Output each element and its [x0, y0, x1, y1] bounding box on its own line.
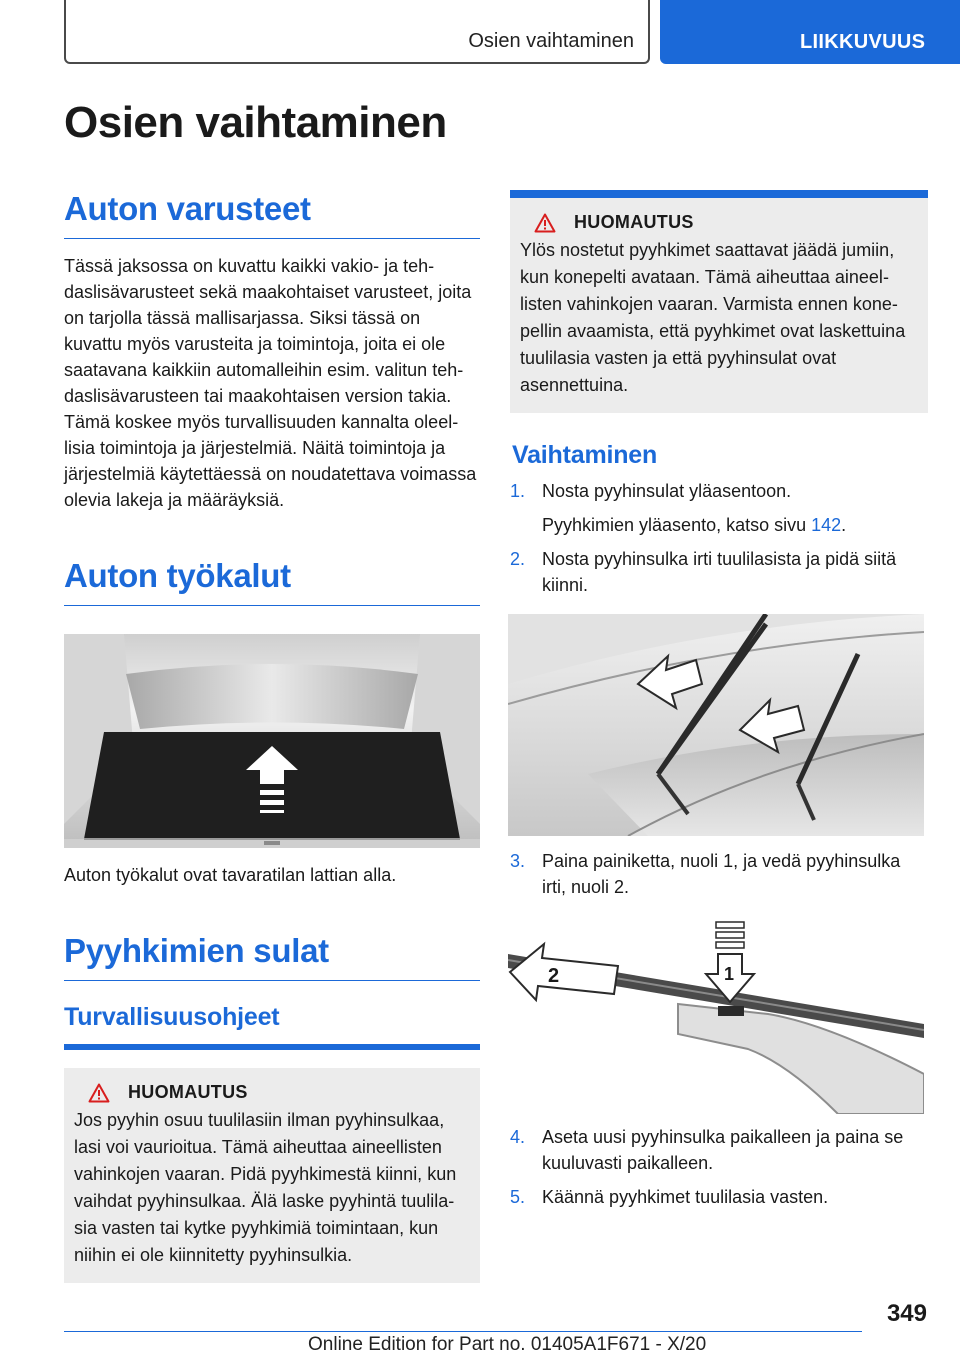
header-chapter-title: LIIKKUVUUS — [800, 31, 926, 53]
step-item — [510, 1124, 928, 1176]
safety-heading: Turvallisuusohjeet — [64, 1003, 480, 1050]
wiper-release-illustration — [508, 914, 924, 1114]
step-text: Käännä pyyhkimet tuulilasia vasten. — [542, 1187, 829, 1207]
step-number: 2. — [510, 549, 526, 569]
header-section-box — [64, 0, 650, 64]
step-number: 4. — [510, 1127, 526, 1147]
page-title: Osien vaihtaminen — [64, 98, 447, 147]
reference-text: Pyyhkimien yläasento, katso sivu — [542, 515, 812, 535]
notice-title: HUOMAUTUS — [128, 1082, 248, 1102]
notice-header — [74, 1082, 466, 1103]
header-chapter-tab — [660, 0, 960, 64]
equipment-text: Tässä jaksossa on kuvattu kaikki vakio- ja tehdaslisävarusteet sekä maakohtaiset varusteet, joita on tarjolla tässä mallisarjassa. Siksi tässä on kuvattu myös varusteita ja toimintoja, joita ei ole saatavana kaikkiin automalleihin esim. valitun tehdaslisävarusteen tai maakohtaisen version takia. Tämä koskee myös turvallisuuden kannalta oleellisia toimintoja ja järjestelmiä. Näitä toimintoja ja järjestelmiä käytettäessä on noudatettava voimassa olevia lakeja ja määräyksiä. — [64, 256, 477, 510]
wipers-heading: Pyyhkimien sulat — [64, 932, 480, 981]
notice-header — [520, 212, 914, 233]
step-item — [510, 848, 928, 900]
step-number: 1. — [510, 481, 526, 501]
step-text: Aseta uusi pyyhinsulka paikalleen ja paina se kuuluvasti paikalleen. — [542, 1127, 904, 1173]
step-item — [510, 546, 928, 598]
windshield-wiper-illustration — [508, 614, 924, 836]
step-number: 3. — [510, 851, 526, 871]
reference-suffix: . — [841, 515, 847, 535]
tools-caption: Auton työkalut ovat tavaratilan lattian alla. — [64, 865, 397, 885]
steps-list-d — [510, 1124, 928, 1210]
step-number: 5. — [510, 1187, 526, 1207]
steps-list-b — [510, 546, 928, 598]
right-column — [510, 190, 928, 1210]
step-item — [510, 478, 928, 504]
step-text: Nosta pyyhinsulat yläasentoon. — [542, 481, 792, 501]
notice-title: HUOMAUTUS — [574, 212, 694, 232]
footer-edition-text: Online Edition for Part no. 01405A1F671 - X/20 — [308, 1334, 707, 1355]
equipment-heading: Auton varusteet — [64, 190, 480, 239]
step-text: Paina painiketta, nuoli 1, ja vedä pyyhinsulka irti, nuoli 2. — [542, 851, 901, 897]
notice-top-rule — [510, 190, 928, 198]
step-item — [510, 1184, 928, 1210]
footer-rule — [64, 1331, 862, 1332]
notice-text: Ylös nostetut pyyhkimet saattavat jäädä jumiin, kun konepelti avataan. Tämä aiheuttaa aineellisten vahinkojen vaaran. Varmista ennen konepellin avaamista, että pyyhkimet ovat laskettuina tuulilasia vasten ja että pyyhinsulat ovat asennettuina. — [520, 240, 906, 395]
step-text: Nosta pyyhinsulka irti tuulilasista ja pidä siitä kiinni. — [542, 549, 897, 595]
notice-box-wiper-glass — [64, 1068, 480, 1283]
warning-triangle-icon — [88, 1083, 110, 1103]
steps-list-a — [510, 478, 928, 504]
page-number: 349 — [886, 1300, 927, 1327]
warning-triangle-icon — [534, 213, 556, 233]
left-column — [64, 190, 480, 1283]
notice-box-hood — [510, 198, 928, 413]
step-reference — [510, 512, 928, 538]
page-link-142[interactable]: 142 — [811, 515, 842, 535]
replace-heading: Vaihtaminen — [512, 441, 658, 469]
tools-heading: Auton työkalut — [64, 557, 480, 606]
trunk-floor-illustration — [64, 634, 480, 848]
steps-list-c — [510, 848, 928, 900]
notice-text: Jos pyyhin osuu tuulilasiin ilman pyyhinsulkaa, lasi voi vaurioitua. Tämä aiheuttaa aineellisten vahinkojen vaaran. Pidä pyyhkimestä kiinni, kun vaihdat pyyhinsulkaa. Älä laske pyyhintä tuulilasia vasten tai kytke pyyhkimiä toimintaan, kun niihin ei ole kiinnitetty pyyhinsulkia. — [74, 1110, 457, 1265]
arrow-2-label: 2 — [548, 965, 560, 987]
arrow-1-label: 1 — [724, 964, 735, 984]
header-section-title: Osien vaihtaminen — [468, 30, 634, 52]
